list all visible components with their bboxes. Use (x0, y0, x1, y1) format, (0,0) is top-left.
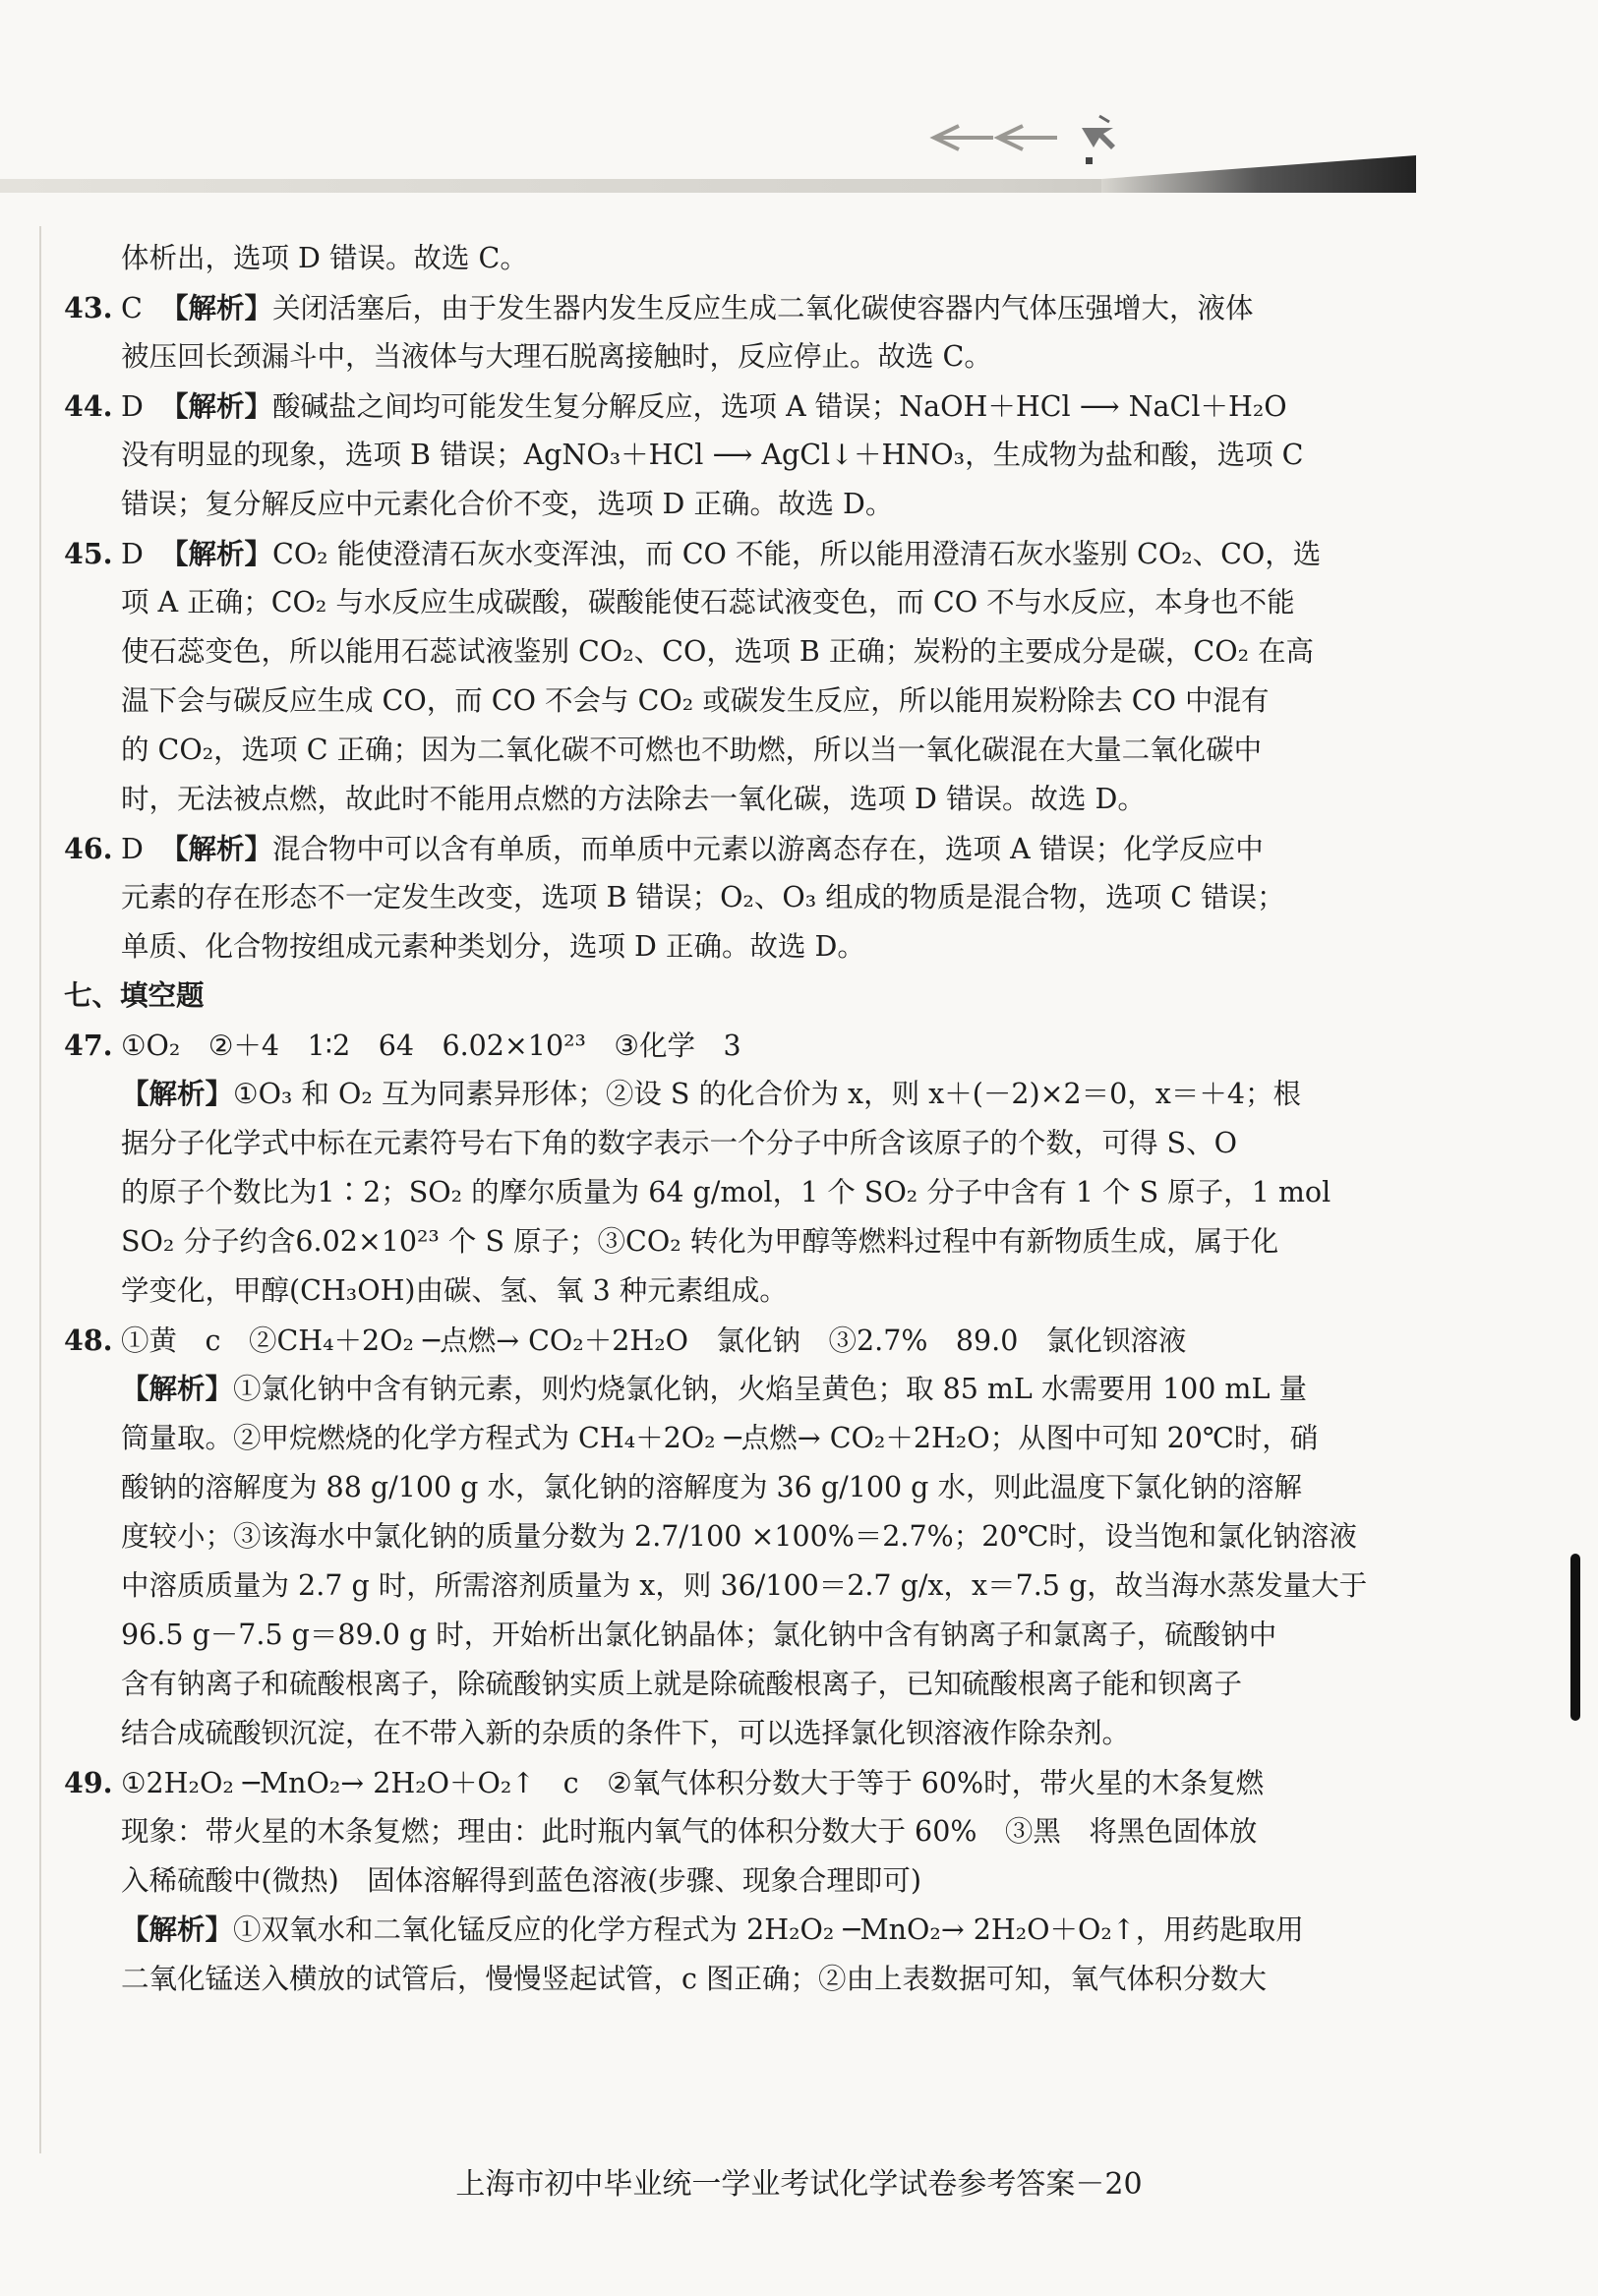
text-line: 体析出，选项 D 错误。故选 C。 (121, 242, 528, 274)
text-line: 没有明显的现象，选项 B 错误；AgNO₃＋HCl ⟶ AgCl↓＋HNO₃，生成物为盐和酸，选项 C (121, 439, 1304, 471)
text-line: 温下会与碳反应生成 CO，而 CO 不会与 CO₂ 或碳发生反应，所以能用炭粉除去 CO 中混有 (121, 684, 1270, 717)
analysis-tag: 【解析】 (160, 833, 273, 865)
question-number: 47. (64, 1029, 113, 1062)
analysis-tag: 【解析】 (121, 1373, 234, 1405)
question-line (64, 824, 1431, 873)
text-line: 现象：带火星的木条复燃；理由：此时瓶内氧气的体积分数大于 60% ③黑 将黑色固体放 (121, 1815, 1258, 1848)
binding-mark (1570, 1554, 1580, 1721)
text-line: 酸钠的溶解度为 88 g/100 g 水，氯化钠的溶解度为 36 g/100 g 水，则此温度下氯化钠的溶解 (121, 1471, 1302, 1503)
text-line: 结合成硫酸钡沉淀，在不带入新的杂质的条件下，可以选择氯化钡溶液作除杂剂。 (121, 1717, 1131, 1749)
page-footer: 上海市初中毕业统一学业考试化学试卷参考答案－20 (455, 2167, 1143, 2202)
section-title: 七、填空题 (64, 979, 205, 1012)
line-text: ①O₂ ②＋4 1∶2 64 6.02×10²³ ③化学 3 (121, 1030, 741, 1062)
margin-rule (39, 226, 41, 2153)
text-line: 学变化，甲醇(CH₃OH)由碳、氢、氧 3 种元素组成。 (121, 1274, 788, 1307)
analysis-line (64, 1365, 1431, 1414)
question-line (64, 283, 1431, 332)
line-text: CO₂ 能使澄清石灰水变浑浊，而 CO 不能，所以能用澄清石灰水鉴别 CO₂、CO，选 (272, 538, 1322, 570)
text-line: 的原子个数比为1∶2；SO₂ 的摩尔质量为 64 g/mol，1 个 SO₂ 分子中含有 1 个 S 原子，1 mol (121, 1176, 1332, 1208)
line-text: 酸碱盐之间均可能发生复分解反应，选项 A 错误；NaOH＋HCl ⟶ NaCl＋H₂O (272, 390, 1287, 423)
question-line (64, 529, 1431, 578)
answer-letter: D (121, 833, 144, 865)
text-line: 筒量取。②甲烷燃烧的化学方程式为 CH₄＋2O₂ ─点燃→ CO₂＋2H₂O；从图中可知 20℃时，硝 (121, 1422, 1319, 1454)
question-number: 45. (64, 537, 113, 570)
question-line (64, 382, 1431, 431)
line-text: ①O₃ 和 O₂ 互为同素异形体；②设 S 的化合价为 x，则 x＋(－2)×2＝0，x＝＋4；根 (233, 1078, 1301, 1110)
text-line: 单质、化合物按组成元素种类划分，选项 D 正确。故选 D。 (121, 930, 865, 963)
text-line: 含有钠离子和硫酸根离子，除硫酸钠实质上就是除硫酸根离子，已知硫酸根离子能和钡离子 (121, 1668, 1243, 1700)
text-line: 时，无法被点燃，故此时不能用点燃的方法除去一氧化碳，选项 D 错误。故选 D。 (121, 783, 1146, 815)
text-line: SO₂ 分子约含6.02×10²³ 个 S 原子；③CO₂ 转化为甲醇等燃料过程中有新物质生成，属于化 (121, 1225, 1279, 1258)
line-text: ①氯化钠中含有钠元素，则灼烧氯化钠，火焰呈黄色；取 85 mL 水需要用 100 mL 量 (233, 1373, 1307, 1405)
analysis-line (64, 1070, 1431, 1119)
text-line: 错误；复分解反应中元素化合价不变，选项 D 正确。故选 D。 (121, 488, 894, 520)
question-line (64, 1316, 1431, 1365)
line-text: ①黄 c ②CH₄＋2O₂ ─点燃→ CO₂＋2H₂O 氯化钠 ③2.7% 89.0 氯化钡溶液 (121, 1325, 1187, 1357)
analysis-line (64, 1906, 1431, 1955)
text-line: 中溶质质量为 2.7 g 时，所需溶剂质量为 x，则 36/100＝2.7 g/x，x＝7.5 g，故当海水蒸发量大于 (121, 1569, 1368, 1602)
question-number: 46. (64, 832, 113, 865)
text-line: 的 CO₂，选项 C 正确；因为二氧化碳不可燃也不助燃，所以当一氧化碳混在大量二氧化碳中 (121, 734, 1263, 766)
line-text: 关闭活塞后，由于发生器内发生反应生成二氧化碳使容器内气体压强增大，液体 (272, 292, 1254, 324)
text-line: 项 A 正确；CO₂ 与水反应生成碳酸，碳酸能使石蕊试液变色，而 CO 不与水反应，本身也不能 (121, 586, 1295, 618)
header-decoration (0, 0, 1598, 197)
text-line: 据分子化学式中标在元素符号右下角的数字表示一个分子中所含该原子的个数，可得 S、O (121, 1127, 1237, 1159)
answer-letter: D (121, 390, 144, 423)
question-number: 44. (64, 389, 113, 423)
question-number: 43. (64, 291, 113, 324)
question-number: 49. (64, 1766, 113, 1799)
analysis-tag: 【解析】 (121, 1913, 234, 1946)
pointer-arrow-icon (1082, 116, 1115, 164)
question-number: 48. (64, 1324, 113, 1357)
double-chevron-left-icon (934, 126, 1057, 149)
text-line: 元素的存在形态不一定发生改变，选项 B 错误；O₂、O₃ 组成的物质是混合物，选项 C 错误； (121, 881, 1285, 913)
text-line: 使石蕊变色，所以能用石蕊试液鉴别 CO₂、CO，选项 B 正确；炭粉的主要成分是碳，CO₂ 在高 (121, 635, 1315, 668)
answer-content (64, 234, 1431, 2004)
text-line: 二氧化锰送入横放的试管后，慢慢竖起试管，c 图正确；②由上表数据可知，氧气体积分数大 (121, 1963, 1268, 1995)
text-line: 被压回长颈漏斗中，当液体与大理石脱离接触时，反应停止。故选 C。 (121, 340, 992, 373)
analysis-tag: 【解析】 (160, 538, 273, 570)
text-line: 入稀硫酸中(微热) 固体溶解得到蓝色溶液(步骤、现象合理即可) (121, 1864, 921, 1897)
text-line: 96.5 g－7.5 g＝89.0 g 时，开始析出氯化钠晶体；氯化钠中含有钠离子和氯离子，硫酸钠中 (121, 1619, 1277, 1651)
analysis-tag: 【解析】 (160, 292, 273, 324)
answer-letter: D (121, 538, 144, 570)
line-text: ①2H₂O₂ ─MnO₂→ 2H₂O＋O₂↑ c ②氧气体积分数大于等于 60%时，带火星的木条复燃 (121, 1767, 1265, 1799)
line-text: ①双氧水和二氧化锰反应的化学方程式为 2H₂O₂ ─MnO₂→ 2H₂O＋O₂↑，用药匙取用 (233, 1913, 1304, 1946)
analysis-tag: 【解析】 (160, 390, 273, 423)
text-line: 度较小；③该海水中氯化钠的质量分数为 2.7/100 ×100%＝2.7%；20℃时，设当饱和氯化钠溶液 (121, 1520, 1357, 1553)
analysis-tag: 【解析】 (121, 1078, 234, 1110)
answer-letter: C (121, 292, 143, 324)
question-line (64, 1758, 1431, 1807)
line-text: 混合物中可以含有单质，而单质中元素以游离态存在，选项 A 错误；化学反应中 (272, 833, 1264, 865)
question-line (64, 1021, 1431, 1070)
